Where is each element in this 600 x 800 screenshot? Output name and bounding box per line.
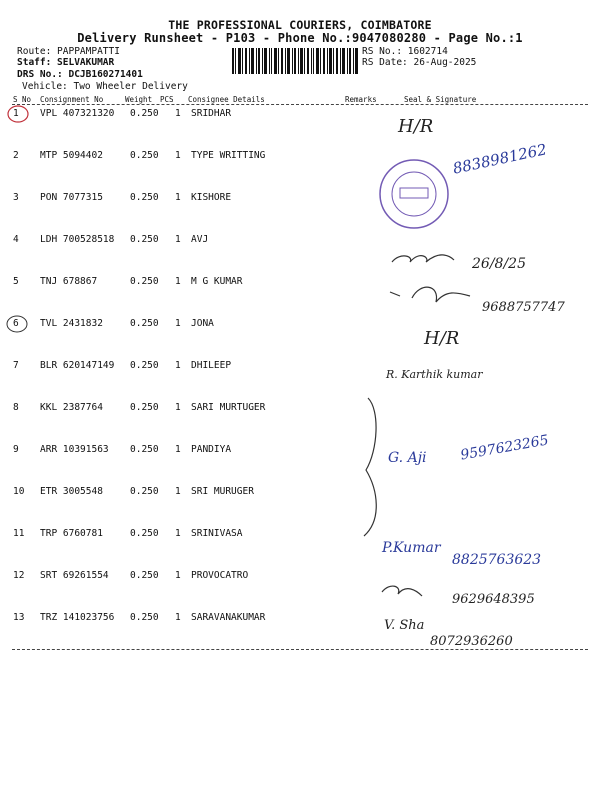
vehicle-label: Vehicle: Two Wheeler Delivery <box>22 81 188 92</box>
consignee: M G KUMAR <box>191 276 243 287</box>
phone-row9: 9597623265 <box>459 432 550 464</box>
staff-label: Staff: SELVAKUMAR <box>17 57 115 68</box>
consignment-no: TRP 6760781 <box>40 528 103 539</box>
consignee: JONA <box>191 318 214 329</box>
consignment-no: LDH 700528518 <box>40 234 115 245</box>
sno: 6 <box>13 318 19 329</box>
consignment-no: ARR 10391563 <box>40 444 109 455</box>
consignment-no: TNJ 678867 <box>40 276 98 287</box>
weight: 0.250 <box>130 444 159 455</box>
rs-date: RS Date: 26-Aug-2025 <box>362 57 477 68</box>
consignment-no: ETR 3005548 <box>40 486 103 497</box>
weight: 0.250 <box>130 402 159 413</box>
tamil-signature <box>392 255 454 262</box>
consignee: SRIDHAR <box>191 108 232 119</box>
pcs: 1 <box>175 570 181 581</box>
pcs: 1 <box>175 150 181 161</box>
consignee: TYPE WRITTING <box>191 150 266 161</box>
phone-row11: 8825763623 <box>452 552 542 568</box>
signature-row9: G. Aji <box>388 450 427 466</box>
weight: 0.250 <box>130 192 159 203</box>
col-header-pcs: PCS <box>160 95 174 104</box>
consignment-no: SRT 69261554 <box>40 570 109 581</box>
pcs: 1 <box>175 318 181 329</box>
sno: 12 <box>13 570 25 581</box>
consignee: DHILEEP <box>191 360 232 371</box>
weight: 0.250 <box>130 150 159 161</box>
sno: 7 <box>13 360 19 371</box>
consignee: SARI MURTUGER <box>191 402 266 413</box>
sno: 8 <box>13 402 19 413</box>
signature-row7: R. Karthik kumar <box>386 368 483 381</box>
company-seal-stamp <box>380 160 448 228</box>
pcs: 1 <box>175 234 181 245</box>
signature-row11: P.Kumar <box>382 540 441 556</box>
sno: 10 <box>13 486 25 497</box>
sno: 5 <box>13 276 19 287</box>
sno: 11 <box>13 528 25 539</box>
weight: 0.250 <box>130 360 159 371</box>
sno: 3 <box>13 192 19 203</box>
weight: 0.250 <box>130 234 159 245</box>
consignee: PROVOCATRO <box>191 570 249 581</box>
sno: 4 <box>13 234 19 245</box>
pcs: 1 <box>175 192 181 203</box>
phone-row12: 9629648395 <box>452 592 535 607</box>
col-header-weight: Weight <box>125 95 153 104</box>
company-name: THE PROFESSIONAL COURIERS, COIMBATORE <box>168 18 432 32</box>
pcs: 1 <box>175 108 181 119</box>
consignee: KISHORE <box>191 192 232 203</box>
pcs: 1 <box>175 528 181 539</box>
signature-row1: H/R <box>398 116 434 137</box>
consignee: AVJ <box>191 234 209 245</box>
consignment-no: MTP 5094402 <box>40 150 103 161</box>
weight: 0.250 <box>130 612 159 623</box>
bracket-mark <box>364 398 376 536</box>
consignment-no: KKL 2387764 <box>40 402 103 413</box>
consignment-no: TRZ 141023756 <box>40 612 115 623</box>
signature-row5 <box>390 287 470 302</box>
pcs: 1 <box>175 444 181 455</box>
col-header-remarks: Remarks <box>345 95 377 104</box>
phone-row5: 9688757747 <box>482 300 565 315</box>
col-header-sno: S No <box>13 95 32 104</box>
weight: 0.250 <box>130 318 159 329</box>
drs-label: DRS No.: DCJB160271401 <box>17 69 143 80</box>
route-label: Route: PAPPAMPATTI <box>17 46 120 57</box>
rs-number: RS No.: 1602714 <box>362 46 448 57</box>
runsheet-title: Delivery Runsheet - P103 - Phone No.:9047080280 - Page No.:1 <box>77 31 523 45</box>
consignee: SARAVANAKUMAR <box>191 612 266 623</box>
consignee: PANDIYA <box>191 444 232 455</box>
col-header-consignment: Consignment No <box>40 95 104 104</box>
pcs: 1 <box>175 360 181 371</box>
sno: 1 <box>13 108 19 119</box>
pcs: 1 <box>175 612 181 623</box>
date-row4: 26/8/25 <box>472 256 526 272</box>
weight: 0.250 <box>130 528 159 539</box>
tamil-signature-row12 <box>382 586 422 596</box>
pcs: 1 <box>175 276 181 287</box>
consignment-no: VPL 407321320 <box>40 108 115 119</box>
weight: 0.250 <box>130 108 159 119</box>
col-header-consignee: Consignee Details <box>188 95 265 104</box>
circle-mark-row1 <box>8 106 28 122</box>
sno: 2 <box>13 150 19 161</box>
weight: 0.250 <box>130 276 159 287</box>
weight: 0.250 <box>130 570 159 581</box>
consignment-no: PON 7077315 <box>40 192 103 203</box>
consignment-no: BLR 620147149 <box>40 360 115 371</box>
signature-row6: H/R <box>424 328 460 349</box>
phone-row2: 8838981262 <box>451 140 549 178</box>
consignee: SRI MURUGER <box>191 486 254 497</box>
consignee: SRINIVASA <box>191 528 243 539</box>
signature-row13: V. Sha <box>384 618 425 633</box>
col-header-seal: Seal & Signature <box>404 95 477 104</box>
weight: 0.250 <box>130 486 159 497</box>
consignment-no: TVL 2431832 <box>40 318 103 329</box>
sno: 9 <box>13 444 19 455</box>
phone-row13: 8072936260 <box>430 634 513 649</box>
pcs: 1 <box>175 402 181 413</box>
circle-mark-row6 <box>7 316 27 332</box>
sno: 13 <box>13 612 25 623</box>
pcs: 1 <box>175 486 181 497</box>
